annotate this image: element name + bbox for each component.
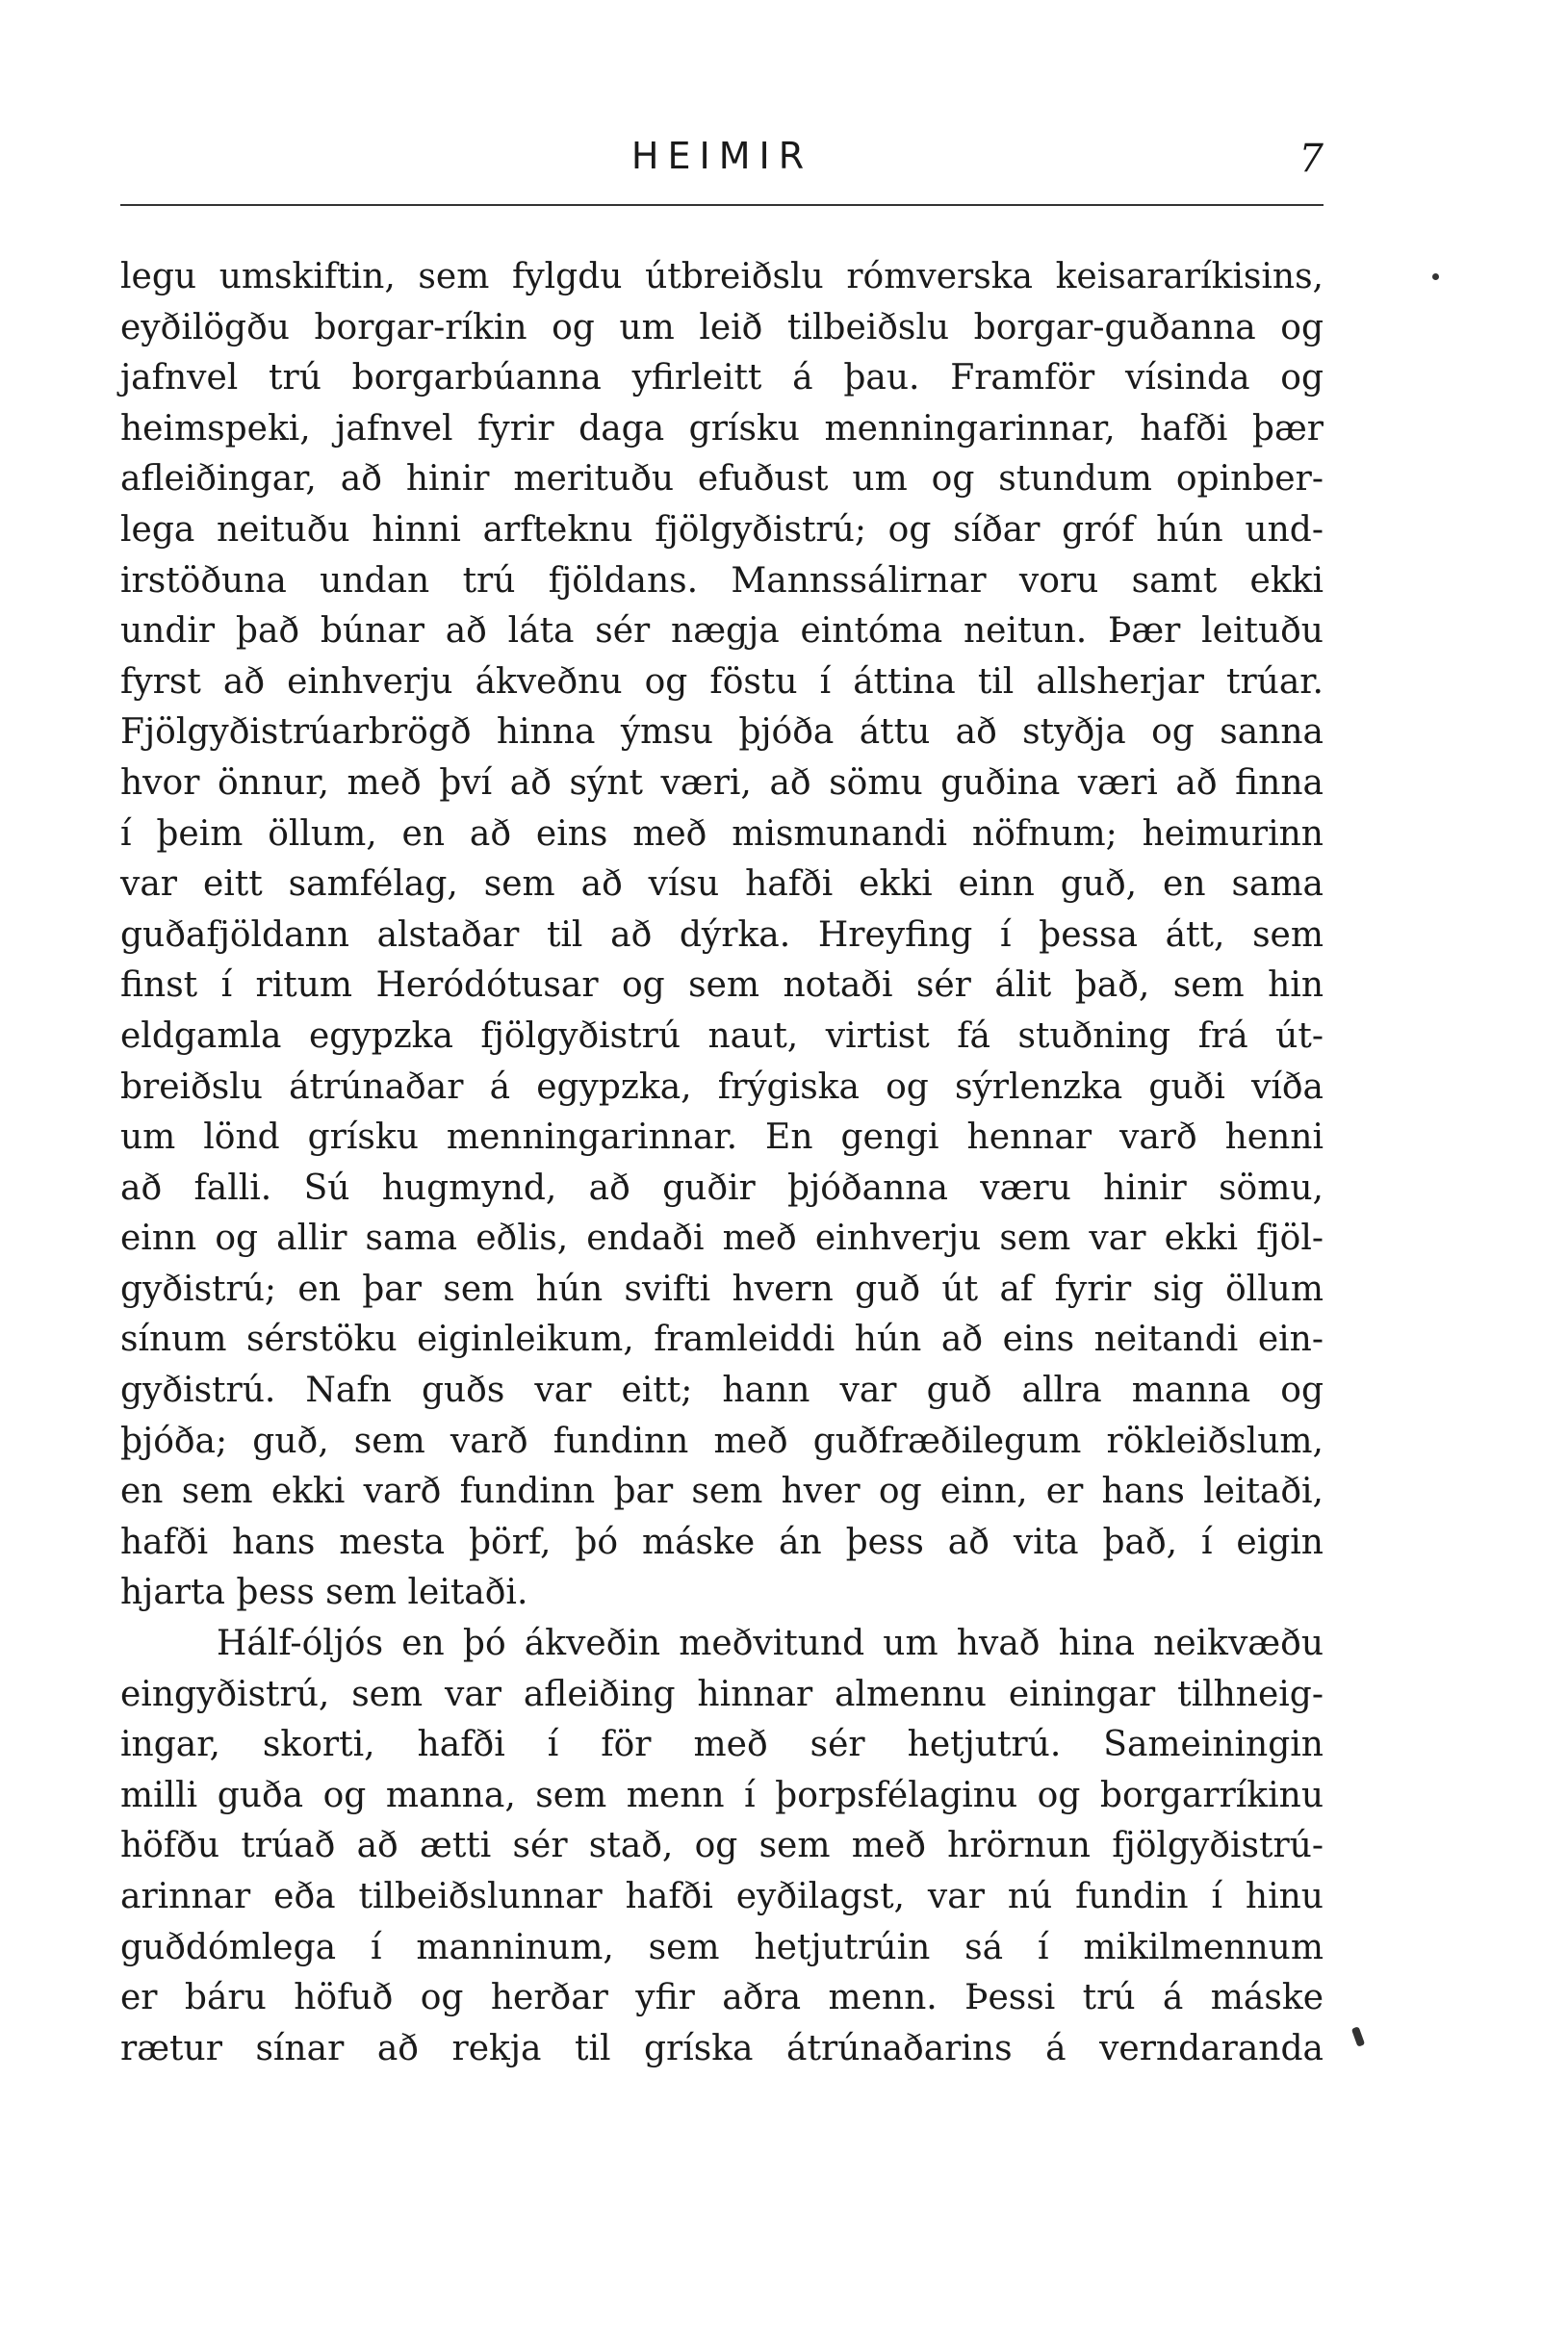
text-line: um lönd grísku menningarinnar. En gengi hennar varð henni: [120, 1117, 1324, 1158]
text-line: hvor önnur, með því að sýnt væri, að sömu guðina væri að finna: [120, 762, 1324, 803]
text-line: milli guða og manna, sem menn í þorpsfélaginu og borgarríkinu: [120, 1775, 1324, 1815]
stray-ink-mark: [1351, 2026, 1365, 2047]
text-line: gyðistrú. Nafn guðs var eitt; hann var guð allra manna og: [120, 1371, 1324, 1411]
text-line: legu umskiftin, sem fylgdu útbreiðslu rómverska keisararíkisins,: [120, 257, 1324, 296]
text-line: ingar, skorti, hafði í för með sér hetjutrú. Sameiningin: [120, 1725, 1324, 1765]
text-line: rætur sínar að rekja til gríska átrúnaðarins á verndaranda: [120, 2028, 1324, 2068]
text-line: er báru höfuð og herðar yfir aðra menn. Þessi trú á máske: [120, 1978, 1324, 2018]
text-line: breiðslu átrúnaðar á egypzka, frýgiska og sýrlenzka guði víða: [120, 1066, 1324, 1107]
text-line: eingyðistrú, sem var afleiðing hinnar almennu einingar tilhneig-: [120, 1674, 1324, 1714]
text-line: eyðilögðu borgar-ríkin og um leið tilbeiðslu borgar-guðanna og: [120, 307, 1324, 347]
text-line: í þeim öllum, en að eins með mismunandi nöfnum; heimurinn: [120, 813, 1324, 854]
text-line: fyrst að einhverju ákveðnu og föstu í áttina til allsherjar trúar.: [120, 661, 1324, 702]
text-line: hafði hans mesta þörf, þó máske án þess að vita það, í eigin: [120, 1522, 1324, 1562]
text-line: var eitt samfélag, sem að vísu hafði ekki einn guð, en sama: [120, 864, 1324, 905]
paragraph: [120, 252, 1324, 1619]
paragraph: [120, 1619, 1324, 2074]
text-line: að falli. Sú hugmynd, að guðir þjóðanna væru hinir sömu,: [120, 1168, 1324, 1208]
text-line: guðafjöldann alstaðar til að dýrka. Hreyfing í þessa átt, sem: [120, 914, 1324, 955]
text-line: höfðu trúað að ætti sér stað, og sem með hrörnun fjölgyðistrú-: [120, 1826, 1324, 1866]
text-line: jafnvel trú borgarbúanna yfirleitt á þau. Framför vísinda og: [120, 358, 1324, 398]
stray-ink-mark: [1432, 273, 1439, 280]
text-line: Hálf-óljós en þó ákveðin meðvitund um hvað hina neikvæðu: [217, 1624, 1324, 1664]
text-line: guðdómlega í manninum, sem hetjutrúin sá í mikilmennum: [120, 1927, 1324, 1967]
text-line: þjóða; guð, sem varð fundinn með guðfræðilegum rökleiðslum,: [120, 1421, 1324, 1461]
body-text: [120, 252, 1324, 2074]
text-line: Fjölgyðistrúarbrögð hinna ýmsu þjóða áttu að styðja og sanna: [120, 712, 1324, 753]
text-line: afleiðingar, að hinir merituðu efuðust um og stundum opinber-: [120, 459, 1324, 500]
running-head-title: HEIMIR: [630, 135, 813, 177]
text-line: en sem ekki varð fundinn þar sem hver og einn, er hans leitaði,: [120, 1472, 1324, 1512]
text-line: eldgamla egypzka fjölgyðistrú naut, virtist fá stuðning frá út-: [120, 1015, 1324, 1056]
text-line: einn og allir sama eðlis, endaði með einhverju sem var ekki fjöl-: [120, 1219, 1324, 1259]
text-line: heimspeki, jafnvel fyrir daga grísku menningarinnar, hafði þær: [120, 408, 1324, 449]
text-line: sínum sérstöku eiginleikum, framleiddi hún að eins neitandi ein-: [120, 1320, 1324, 1360]
text-line: arinnar eða tilbeiðslunnar hafði eyðilagst, var nú fundin í hinu: [120, 1877, 1324, 1916]
text-line: irstöðuna undan trú fjöldans. Mannssálirnar voru samt ekki: [120, 560, 1324, 601]
text-line: finst í ritum Heródótusar og sem notaði sér álit það, sem hin: [120, 965, 1324, 1006]
text-line: hjarta þess sem leitaði.: [120, 1573, 528, 1613]
header-rule: [120, 204, 1324, 206]
text-line: lega neituðu hinni arfteknu fjölgyðistrú; og síðar gróf hún und-: [120, 509, 1324, 550]
page-number: 7: [1298, 137, 1324, 181]
text-line: gyðistrú; en þar sem hún svifti hvern guð út af fyrir sig öllum: [120, 1269, 1324, 1309]
text-line: undir það búnar að láta sér nægja eintóma neitun. Þær leituðu: [120, 611, 1324, 652]
running-head: [120, 135, 1324, 193]
